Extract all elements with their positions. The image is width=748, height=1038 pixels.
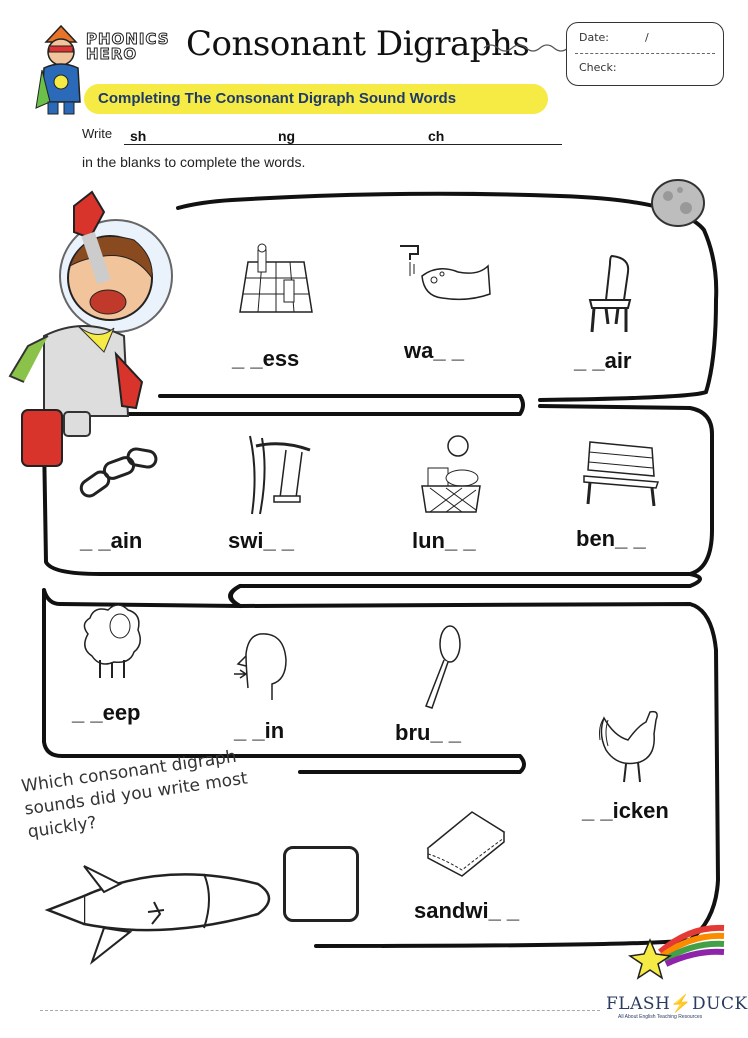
- word-bench: ben_ _: [576, 526, 646, 551]
- word-sheep: _ _eep: [72, 700, 141, 725]
- chain-icon: [76, 446, 160, 508]
- lunch-basket-icon: [418, 432, 484, 514]
- swing-icon: [232, 432, 314, 516]
- flash-duck-logo: FLASH⚡DUCK: [606, 994, 748, 1014]
- brush-icon: [418, 624, 464, 710]
- brand-name-right: DUCK: [692, 994, 748, 1014]
- check-label: Check:: [579, 61, 617, 74]
- word-swing: swi_ _: [228, 528, 295, 553]
- footer-divider: [40, 1010, 600, 1011]
- chicken-icon: [594, 706, 664, 784]
- chair-icon: [584, 252, 638, 334]
- answer-box[interactable]: [283, 846, 359, 922]
- logo-line-1: PHONICS: [86, 30, 170, 48]
- bench-icon: [582, 436, 660, 508]
- sheep-icon: [80, 598, 144, 680]
- astronaut-boy-icon: [4, 186, 172, 476]
- date-label: Date:: [579, 31, 609, 44]
- subtitle: Completing The Consonant Digraph Sound Words: [98, 90, 457, 107]
- hand-washing-icon: [398, 236, 492, 308]
- brand-name-left: FLASH: [606, 994, 671, 1014]
- date-slash: /: [645, 31, 649, 44]
- instruction-line-2: in the blanks to complete the words.: [82, 154, 306, 170]
- chin-icon: [232, 630, 294, 702]
- shooting-star-icon: [630, 922, 726, 982]
- sandwich-icon: [422, 808, 508, 878]
- word-sandwich: sandwi_ _: [414, 898, 520, 923]
- word-wash: wa_ _: [404, 338, 464, 363]
- brand-tagline: All About English Teaching Resources: [618, 1014, 703, 1020]
- asteroid-icon: [650, 178, 706, 228]
- answer-ch: ch: [428, 128, 445, 144]
- word-lunch: lun_ _: [412, 528, 476, 553]
- answer-sh: sh: [130, 128, 147, 144]
- chess-board-icon: [238, 242, 314, 318]
- reflection-question: Which consonant digraph sounds did you write most quickly?: [20, 746, 249, 843]
- page-title: Consonant Digraphs: [186, 24, 530, 64]
- word-chin: _ _in: [234, 718, 285, 743]
- logo-line-2: HERO: [86, 45, 138, 63]
- rocket-icon: [44, 858, 280, 988]
- word-chair: _ _air: [574, 348, 632, 373]
- word-chess: _ _ess: [232, 346, 300, 371]
- instruction-write: Write: [82, 126, 113, 141]
- word-chain: _ _ain: [80, 528, 143, 553]
- word-chicken: _ _icken: [582, 798, 669, 823]
- word-brush: bru_ _: [395, 720, 462, 745]
- answer-ng: ng: [278, 128, 296, 144]
